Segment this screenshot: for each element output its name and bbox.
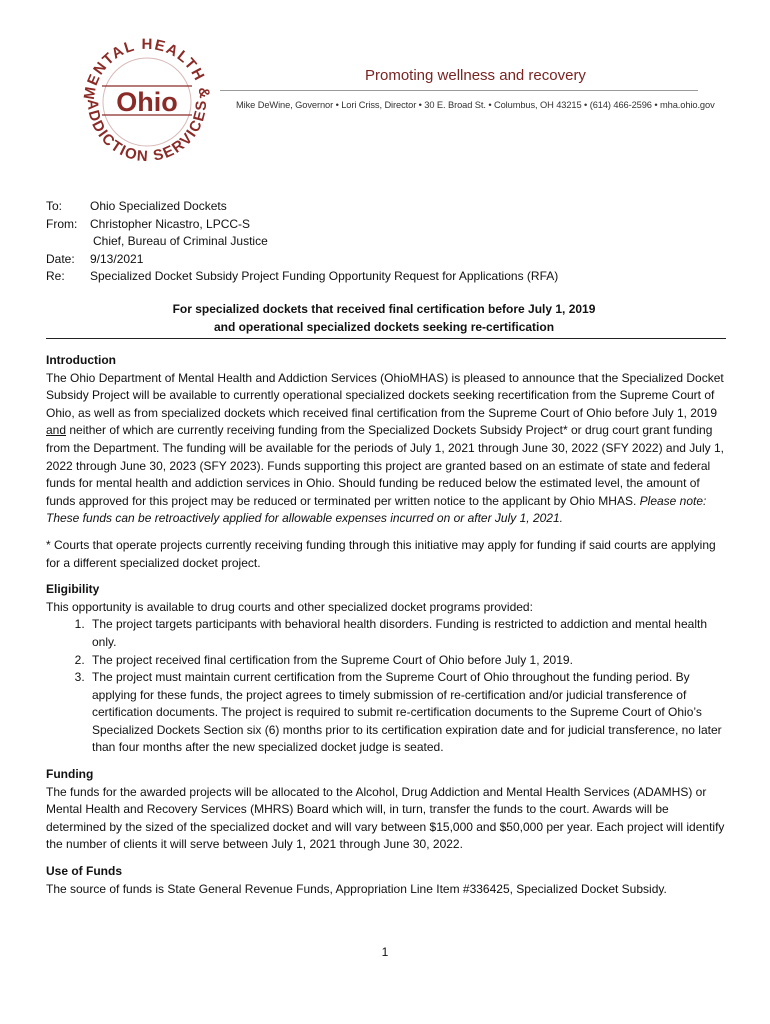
contact-line: Mike DeWine, Governor • Lori Criss, Director • 30 E. Broad St. • Columbus, OH 43215 • (614) 466-2596 • mha.ohio.gov [236,100,715,110]
introduction-heading: Introduction [46,353,116,367]
date-value: 9/13/2021 [90,251,144,266]
funding-paragraph: The funds for the awarded projects will be allocated to the Alcohol, Drug Addiction and Mental Health Services (ADAMHS) or Mental Health and Recovery Services (MHRS) Board which will, in turn, transfer the funds to the court. Awards will be determined by the sized of the specialized docket and will vary between $15,000 and $50,000 per year. Each project will identify the number of clients it will serve between July 1, 2021 through June 30, 2022. [46,784,725,852]
from-title: Chief, Bureau of Criminal Justice [93,234,268,249]
memo-header [46,198,558,286]
logo-bottom-arc-text: ADDICTION SERVICES [83,98,211,166]
eligibility-heading: Eligibility [46,582,100,597]
list-item: 2. The project received final certification from the Supreme Court of Ohio before July 1, 2019. [88,652,726,670]
retroactive-note: Please note: These funds can be retroactively applied for allowable expenses incurred on or after July 1, 2021. [46,493,707,526]
date-label: Date: [46,251,75,266]
introduction-paragraph: The Ohio Department of Mental Health and Addiction Services (OhioMHAS) is pleased to announce that the Specialized Docket Subsidy Project will be available to currently operational specialized dockets seeking recertification from the Supreme Court of Ohio, as well as from specialized dockets which received final certification from the Supreme Court of Ohio before July 1, 2019 and neither of which are currently receiving funding from the Specialized Dockets Subsidy Project* or drug court grant funding from the Department. The funding will be available for the periods of July 1, 2021 through June 30, 2022 (SFY 2022) and July 1, 2022 through June 30, 2023 (SFY 2023). Funds supporting this project are granted based on an estimate of state and federal funds for mental health and addiction services in Ohio. Should funding be reduced below the estimated level, the amount of funds approved for this project may be reduced or terminated per written notice to the applicant by Ohio MHAS. Please note: These funds can be retroactively applied for allowable expenses incurred on or after July 1, 2021. [46,370,724,526]
document-body [46,352,726,898]
eligibility-intro: This opportunity is available to drug courts and other specialized docket programs provided: [46,599,533,614]
list-item: 3. The project must maintain current certification from the Supreme Court of Ohio throughout the funding period. By applying for these funds, the project agrees to timely submission of re-certification and/or judicial transference of certification documents. The project is required to submit re-certification documents to the Supreme Court of Ohio’s Specialized Dockets Section six (6) months prior to its certification expiration date and for judicial transference, no later than four months after the new specialized docket judge is seated. [88,669,726,757]
logo-top-arc-text: MENTAL HEALTH & [80,36,214,101]
subject-heading [46,301,722,336]
from-value: Christopher Nicastro, LPCC-S [90,216,251,231]
eligibility-list [46,616,726,757]
tagline: Promoting wellness and recovery [365,67,586,84]
list-item: 1. The project targets participants with behavioral health disorders. Funding is restricted to addiction and mental health only. [88,616,726,651]
use-of-funds-paragraph: The source of funds is State General Revenue Funds, Appropriation Line Item #336425, Specialized Docket Subsidy. [46,881,667,896]
funding-heading: Funding [46,767,94,782]
to-value: Ohio Specialized Dockets [90,199,227,213]
use-of-funds-heading: Use of Funds [46,864,123,879]
re-label: Re: [46,269,65,284]
header-divider [220,90,698,91]
subject-line-1: For specialized dockets that received final certification before July 1, 2019 [172,302,596,316]
subject-line-2: and operational specialized dockets seeking re-certification [213,319,555,334]
logo-ohio-text: Ohio [116,87,178,117]
page-number: 1 [381,945,389,959]
from-label: From: [46,216,78,231]
to-label: To: [46,199,63,213]
footnote: * Courts that operate projects currently receiving funding through this initiative may apply for funding if said courts are applying for a different specialized docket project. [46,537,716,570]
subject-divider [46,338,726,339]
underlined-and: and [46,423,67,438]
re-value: Specialized Docket Subsidy Project Funding Opportunity Request for Applications (RFA) [90,269,559,284]
ohiomhas-logo [78,36,216,168]
